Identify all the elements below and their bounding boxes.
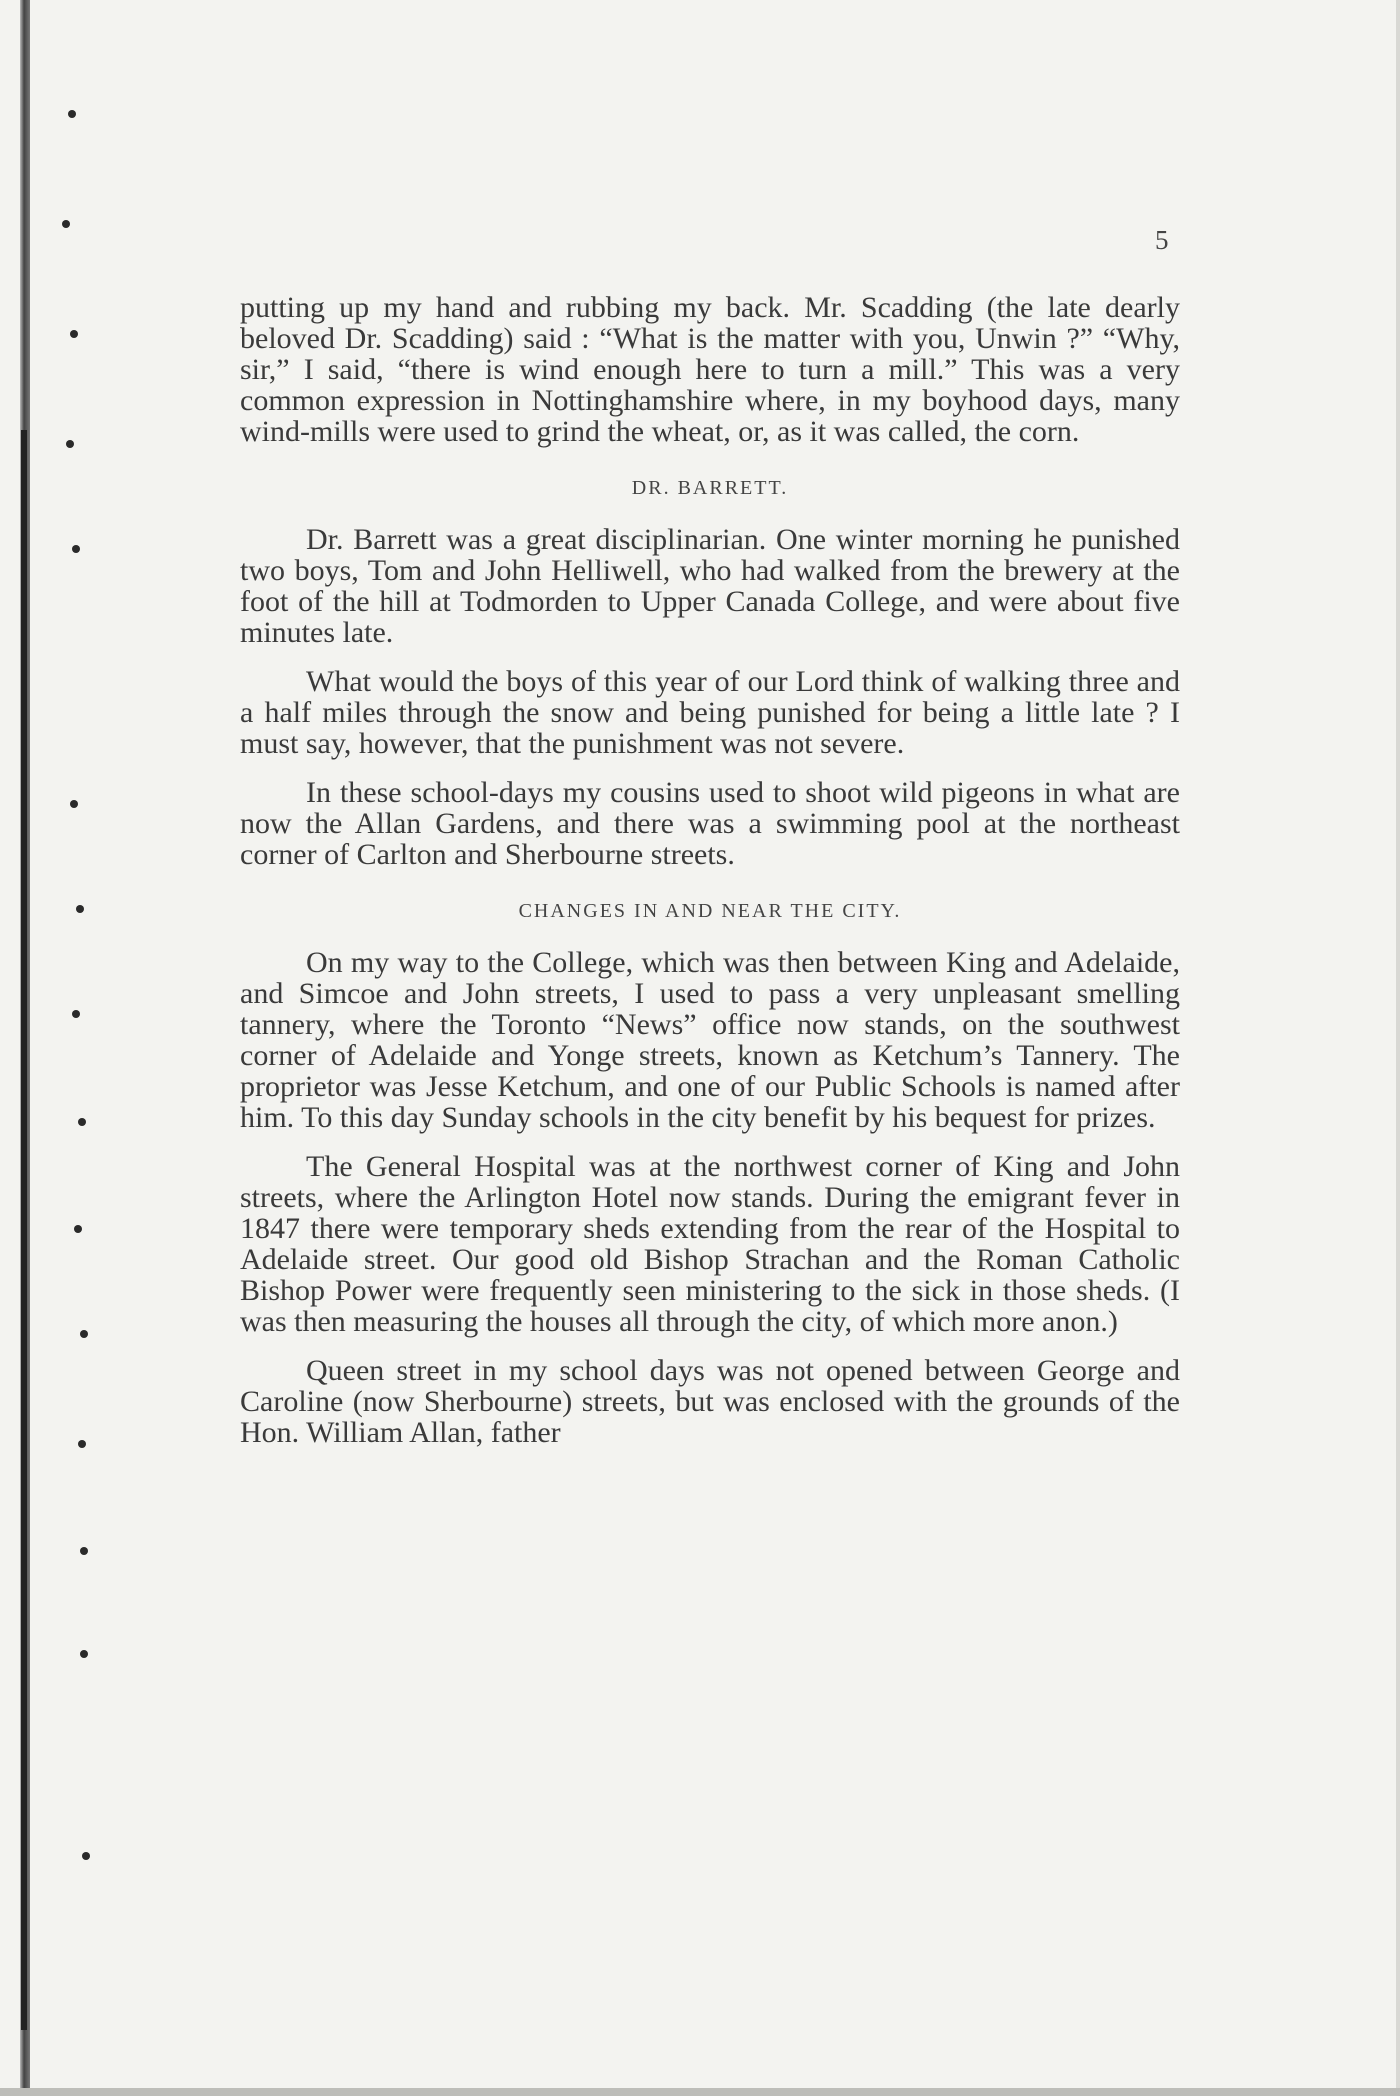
page-right-edge [1396,0,1400,2096]
paragraph: The General Hospital was at the northwest corner of King and John streets, where the Arlington Hotel now stands. During the emigrant fever in 1847 there were temporary sheds extending from the rear of the Hospital to Adelaide street. Our good old Bishop Strachan and the Roman Catholic Bishop Power were frequently seen ministering to the sick in those sheds. (I was then measuring the houses all through the city, of which more anon.) [240,1150,1180,1338]
spine-stitching [12,430,38,2030]
binding-hole [76,905,84,913]
binding-hole [80,1330,88,1338]
paragraph: On my way to the College, which was then between King and Adelaide, and Simcoe and John streets, I used to pass a very unpleasant smelling tannery, where the Toronto “News” office now stands, on the southwest corner of Adelaide and Yonge streets, known as Ketchum’s Tannery. The proprietor was Jesse Ketchum, and one of our Public Schools is named after him. To this day Sunday schools in the city benefit by his bequest for prizes. [240,946,1180,1134]
paragraph: What would the boys of this year of our Lord think of walking three and a half miles through the snow and being punished for being a little late ? I must say, however, that the punishment was not severe. [240,665,1180,760]
page-number: 5 [1155,225,1169,255]
paragraph: In these school-days my cousins used to shoot wild pigeons in what are now the Allan Gardens, and there was a swimming pool at the northeast corner of Carlton and Sherbourne streets. [240,776,1180,871]
binding-hole [82,1852,90,1860]
binding-hole [66,440,74,448]
binding-hole [62,220,70,228]
section-heading: DR. BARRETT. [631,477,789,499]
stitch-bar [21,430,27,2030]
body-text [240,292,1180,1466]
paragraph: Queen street in my school days was not opened between George and Caroline (now Sherbourne) streets, but was enclosed with the grounds of the Hon. William Allan, father [240,1354,1180,1449]
binding-hole [78,1118,86,1126]
page-bottom-edge [0,2088,1400,2096]
binding-hole [72,545,80,553]
binding-hole [68,110,76,118]
paragraph: putting up my hand and rubbing my back. Mr. Scadding (the late dearly beloved Dr. Scadding) said : “What is the matter with you, Unwin ?” “Why, sir,” I said, “there is wind enough here to turn a mill.” This was a very common expression in Nottinghamshire where, in my boyhood days, many wind-mills were used to grind the wheat, or, as it was called, the corn. [240,291,1180,448]
section-heading: CHANGES IN AND NEAR THE CITY. [518,900,902,922]
paragraph: Dr. Barrett was a great disciplinarian. One winter morning he punished two boys, Tom and John Helliwell, who had walked from the brewery at the foot of the hill at Todmorden to Upper Canada College, and were about five minutes late. [240,523,1180,649]
binding-hole [74,1225,82,1233]
binding-hole [80,1650,88,1658]
binding-hole [72,1010,80,1018]
binding-hole [78,1440,86,1448]
binding-hole [70,330,78,338]
binding-hole [80,1547,88,1555]
binding-hole [70,800,78,808]
